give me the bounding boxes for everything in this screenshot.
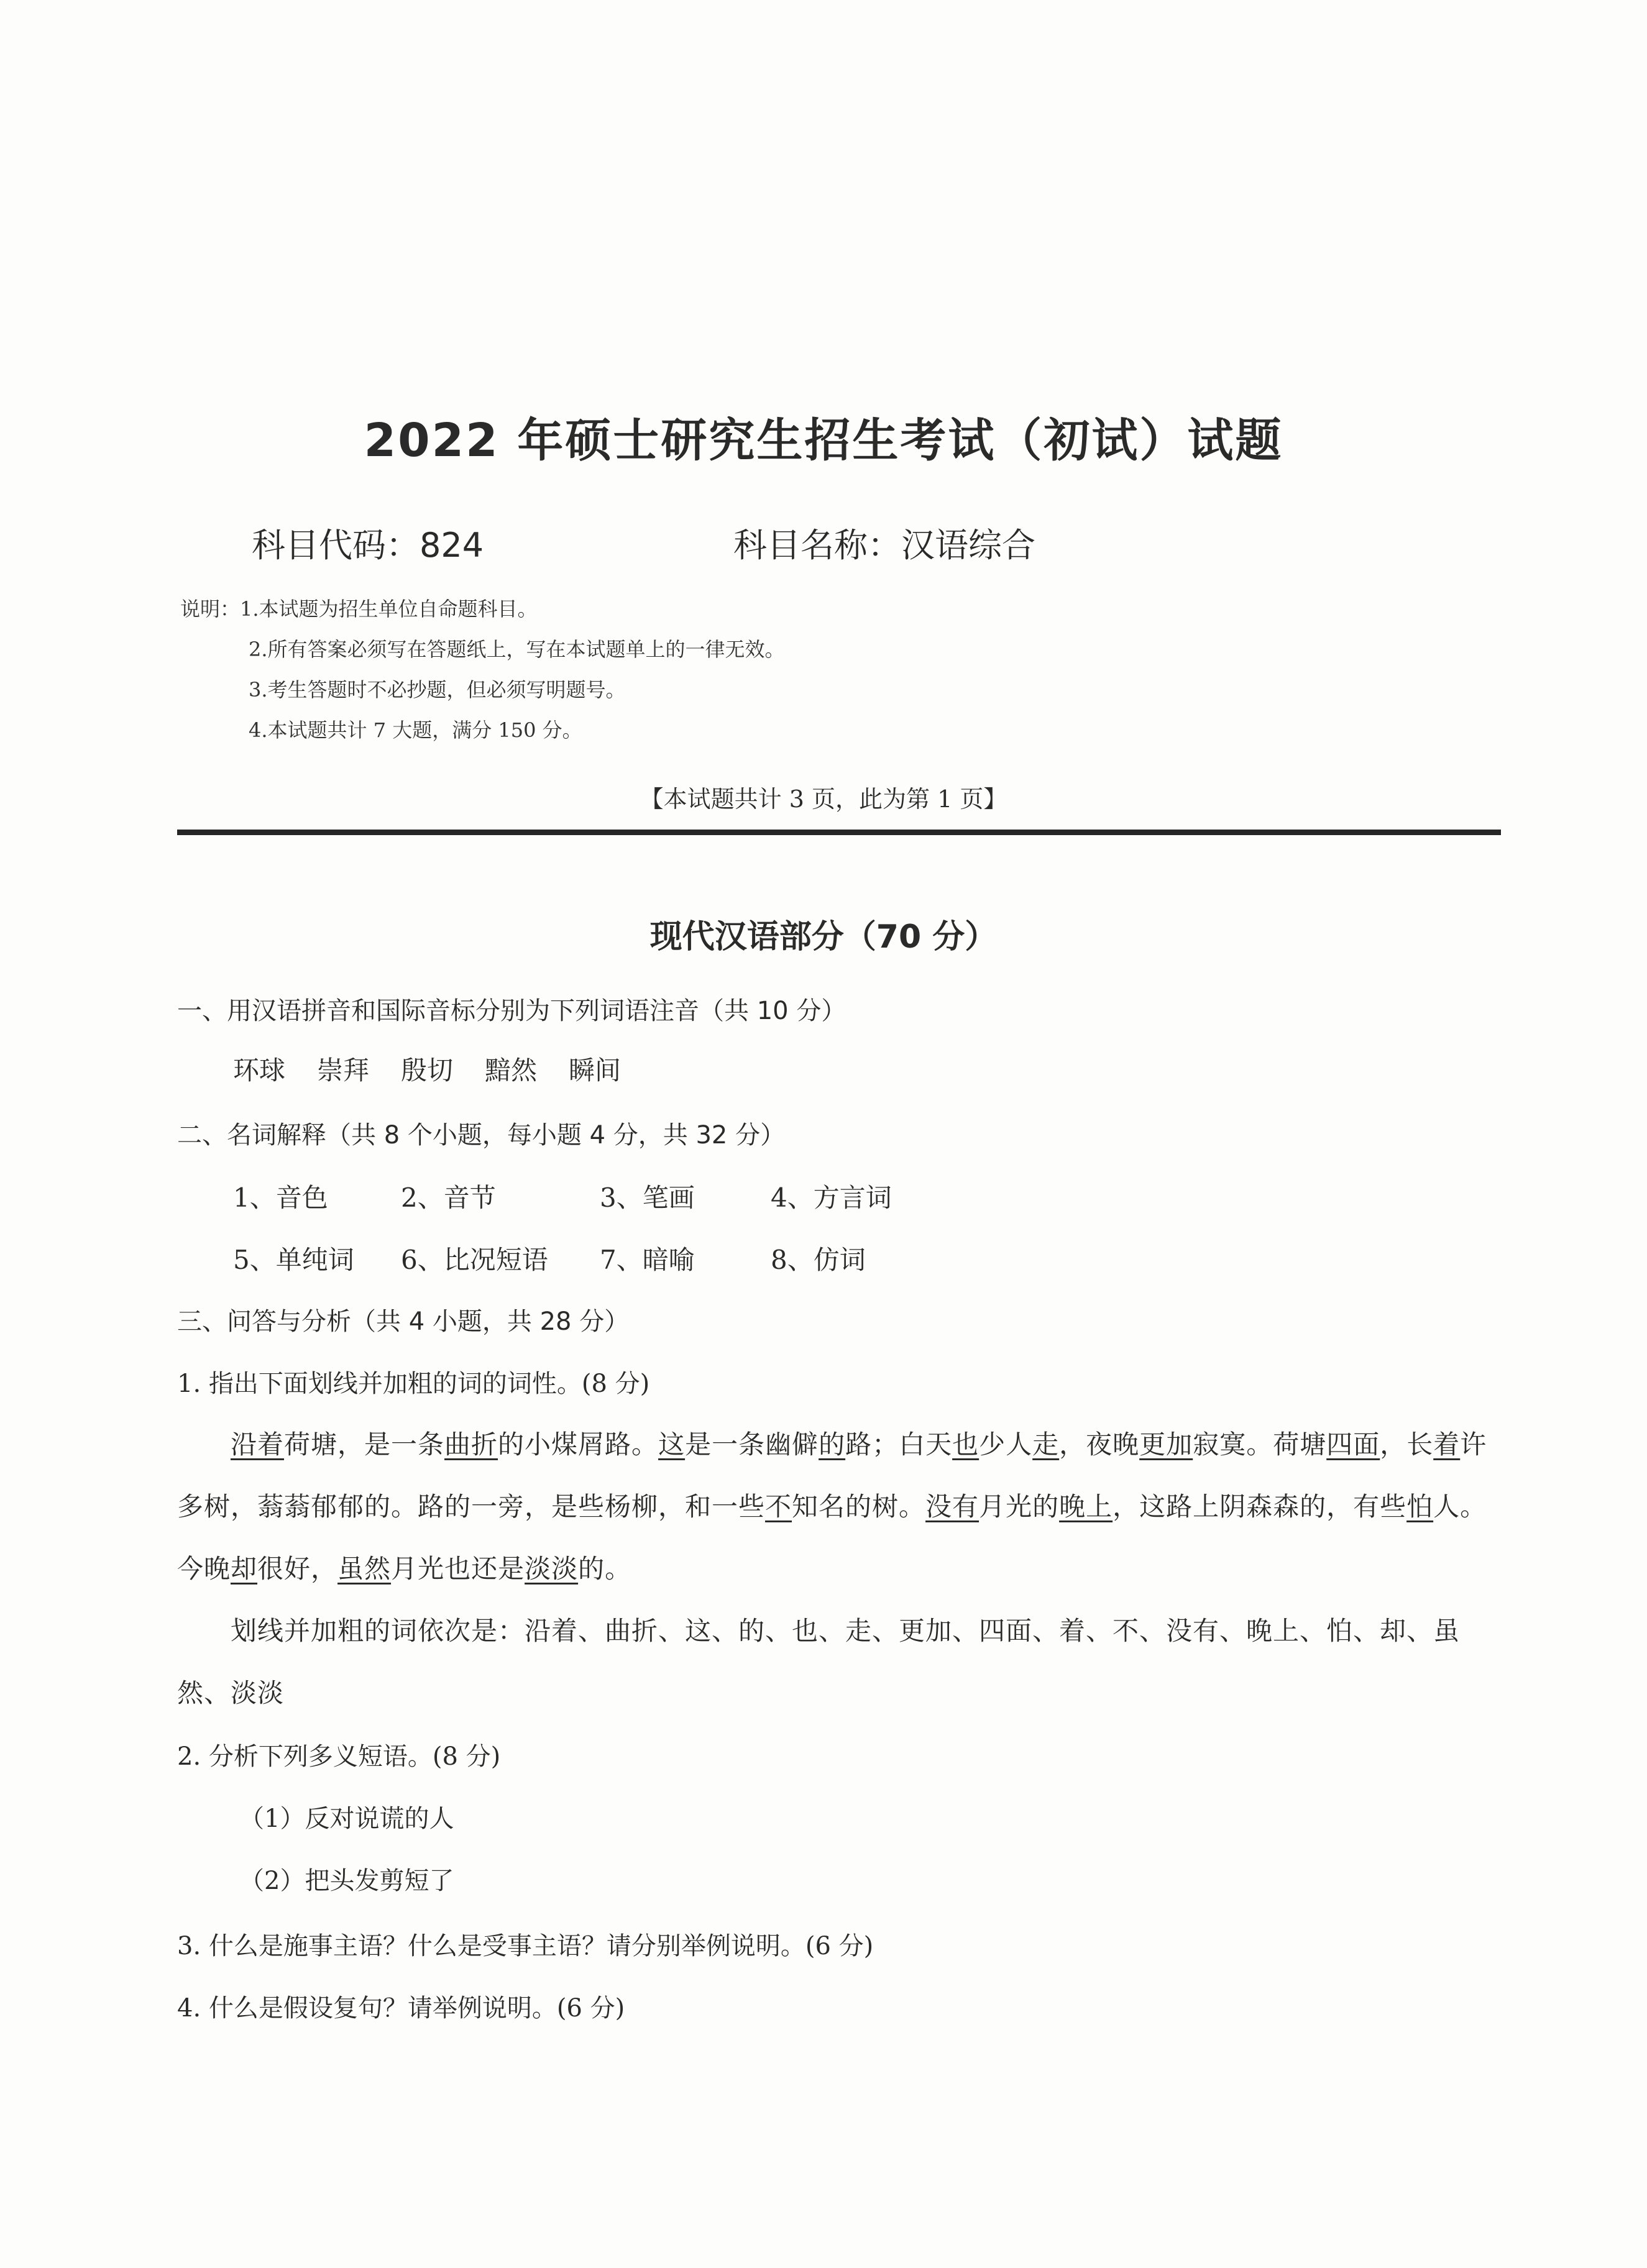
q2-terms-row	[233, 1240, 942, 1277]
page-indicator: 【本试题共计 3 页，此为第 1 页】	[640, 785, 1007, 813]
q1-word: 黯然	[485, 1055, 538, 1086]
q2-term: 8、仿词	[771, 1245, 866, 1275]
underlined-word: 更加	[1139, 1429, 1193, 1460]
q1-word: 环球	[233, 1055, 286, 1086]
q3-sub1: 1. 指出下面划线并加粗的词的词性。(8 分)	[177, 1369, 650, 1398]
subject-code: 科目代码：824	[252, 526, 484, 565]
underlined-word: 的	[819, 1429, 846, 1460]
q1-word-list	[233, 1050, 653, 1087]
instruction-1: 说明：1.本试题为招生单位自命题科目。	[180, 597, 538, 621]
q1-heading: 一、用汉语拼音和国际音标分别为下列词语注音（共 10 分）	[177, 997, 846, 1025]
underlined-word: 曲折	[444, 1429, 498, 1460]
q2-term: 1、音色	[233, 1182, 328, 1213]
underlined-word: 怕	[1406, 1491, 1434, 1522]
q1-word: 瞬间	[569, 1055, 622, 1086]
q3-sub4: 4. 什么是假设复句？请举例说明。(6 分)	[177, 1994, 625, 2023]
underlined-word: 不	[765, 1491, 792, 1522]
passage-text: 知名的树。	[792, 1491, 926, 1522]
underlined-word: 四面	[1326, 1429, 1380, 1460]
passage-text: ，长	[1380, 1429, 1434, 1460]
q2-term: 6、比况短语	[401, 1245, 548, 1275]
q2-heading: 二、名词解释（共 8 个小题，每小题 4 分，共 32 分）	[177, 1121, 786, 1150]
passage-text: ，夜晚	[1059, 1429, 1140, 1460]
q1-word: 殷切	[401, 1055, 454, 1086]
instruction-2: 2.所有答案必须写在答题纸上，写在本试题单上的一律无效。	[249, 638, 785, 661]
exam-title: 2022 年硕士研究生招生考试（初试）试题	[364, 414, 1283, 467]
divider-line	[177, 830, 1501, 835]
underlined-word: 这	[658, 1429, 686, 1460]
underlined-word: 没有	[925, 1491, 979, 1522]
q1-word: 崇拜	[317, 1055, 370, 1086]
underlined-word: 沿着	[231, 1429, 285, 1460]
underlined-word: 也	[952, 1429, 979, 1460]
passage-text: 是一条幽僻	[685, 1429, 819, 1460]
passage-text: 寂寞。荷塘	[1193, 1429, 1327, 1460]
passage-text: 很好，	[257, 1553, 338, 1584]
passage-text: 许多树，蓊蓊郁郁的。路的一旁，是些杨柳，和一些	[177, 1429, 1487, 1522]
passage-text: 月光也还是	[391, 1553, 525, 1584]
passage-text: 的小煤屑路。	[498, 1429, 659, 1460]
passage-text: 人。今晚	[177, 1491, 1487, 1584]
underlined-word: 走	[1032, 1429, 1060, 1460]
underlined-word: 淡淡	[525, 1553, 579, 1584]
section-title: 现代汉语部分（70 分）	[649, 918, 998, 956]
passage-text: ，这路上阴森森的，有些	[1113, 1491, 1407, 1522]
q3-sub2-item: （1）反对说谎的人	[239, 1804, 454, 1833]
q2-term: 5、单纯词	[233, 1245, 354, 1275]
q2-term: 2、音节	[401, 1182, 496, 1213]
subject-name: 科目名称：汉语综合	[733, 526, 1035, 565]
passage-text: 月光的	[979, 1491, 1060, 1522]
q3-passage	[177, 1414, 1504, 1600]
instruction-4: 4.本试题共计 7 大题，满分 150 分。	[249, 718, 582, 742]
q3-sub3: 3. 什么是施事主语？什么是受事主语？请分别举例说明。(6 分)	[177, 1932, 874, 1960]
passage-text: 路；白天	[845, 1429, 953, 1460]
underlined-word: 着	[1433, 1429, 1461, 1460]
underlined-word: 却	[231, 1553, 258, 1584]
q3-sub2-item: （2）把头发剪短了	[239, 1867, 454, 1895]
passage-text: 的。	[578, 1553, 632, 1584]
underlined-word: 晚上	[1059, 1491, 1113, 1522]
q2-term: 3、笔画	[600, 1182, 695, 1213]
q3-heading: 三、问答与分析（共 4 小题，共 28 分）	[177, 1307, 630, 1336]
passage-text: 荷塘，是一条	[284, 1429, 445, 1460]
q3-underlined-list: 划线并加粗的词依次是：沿着、曲折、这、的、也、走、更加、四面、着、不、没有、晚上、怕、却、虽然、淡淡	[177, 1616, 1461, 1708]
passage-text: 少人	[979, 1429, 1033, 1460]
q3-sub2: 2. 分析下列多义短语。(8 分)	[177, 1742, 501, 1771]
q2-term: 4、方言词	[771, 1182, 892, 1213]
instruction-3: 3.考生答题时不必抄题，但必须写明题号。	[249, 678, 626, 702]
underlined-word: 虽然	[337, 1553, 392, 1584]
q2-term: 7、暗喻	[600, 1245, 695, 1275]
q2-terms-row	[233, 1177, 942, 1215]
